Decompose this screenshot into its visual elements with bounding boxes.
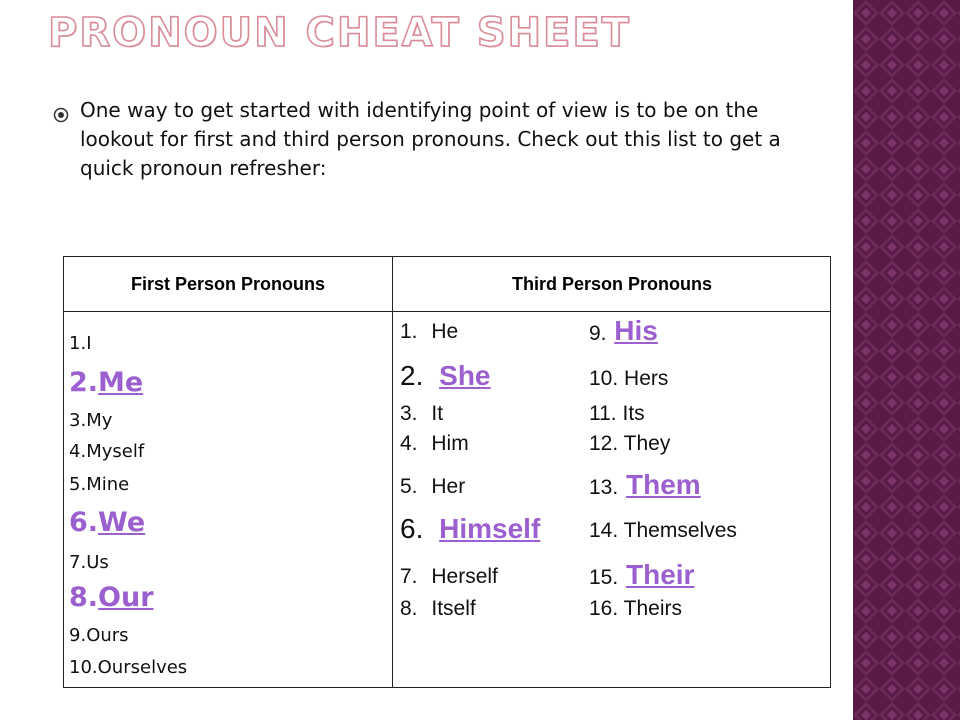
item-number: 3.: [400, 402, 418, 425]
pronoun-word: Him: [431, 432, 469, 455]
item-number: 13.: [589, 476, 619, 499]
pronoun-word: It: [431, 402, 444, 425]
item-number: 10.: [589, 367, 619, 390]
first-person-item: [69, 552, 109, 573]
item-number: 4.: [400, 432, 418, 455]
pronoun-word: Herself: [431, 565, 498, 588]
pronoun-word: Ours: [86, 625, 129, 646]
pronoun-word: I: [86, 333, 92, 354]
item-number: 3.: [69, 410, 87, 431]
diamond-pattern: [853, 0, 960, 720]
header-first-person: First Person Pronouns: [130, 274, 326, 294]
third-person-item: [589, 519, 737, 543]
pronoun-word: She: [439, 360, 491, 391]
pronoun-word: Themselves: [623, 519, 737, 542]
item-number: 14.: [589, 519, 619, 542]
pronoun-word: Its: [622, 402, 645, 425]
third-person-item: [589, 469, 701, 501]
pronoun-word: Ourselves: [97, 657, 188, 678]
item-number: 6.: [69, 507, 99, 538]
item-number: 12.: [589, 432, 619, 455]
item-number: 6.: [400, 513, 424, 544]
first-person-item: [69, 410, 112, 431]
circled-dot-bullet-icon: [53, 107, 69, 123]
pronoun-word: Our: [98, 582, 154, 613]
first-person-item: [69, 367, 143, 398]
item-number: 1.: [69, 333, 87, 354]
first-person-item: [69, 625, 129, 646]
item-number: 10.: [69, 657, 98, 678]
item-number: 11.: [589, 402, 617, 425]
pronoun-word: We: [98, 507, 146, 538]
third-person-item: [400, 402, 443, 426]
pronoun-word: Mine: [86, 474, 130, 495]
third-person-item: [400, 360, 491, 392]
pronoun-word: Itself: [431, 597, 476, 620]
first-person-item: [69, 507, 145, 538]
item-number: 16.: [589, 597, 619, 620]
item-number: 1.: [400, 320, 418, 343]
first-person-item: [69, 582, 154, 613]
pronoun-word: His: [614, 315, 658, 346]
first-person-item: [69, 441, 144, 462]
item-number: 15.: [589, 566, 619, 589]
item-number: 4.: [69, 441, 87, 462]
decorative-side-strip: [853, 0, 960, 720]
third-person-item: [400, 432, 469, 456]
third-person-item: [589, 597, 682, 621]
item-number: 2.: [400, 360, 424, 391]
third-person-item: [589, 559, 694, 591]
pronoun-word: Me: [98, 367, 144, 398]
item-number: 9.: [589, 322, 607, 345]
first-person-item: [69, 657, 187, 678]
pronoun-word: Their: [625, 559, 695, 590]
header-third-person: Third Person Pronouns: [511, 274, 712, 294]
first-person-item: [69, 333, 92, 354]
item-number: 8.: [400, 597, 418, 620]
pronoun-table: [63, 256, 831, 688]
pronoun-word: Myself: [86, 441, 145, 462]
pronoun-word: They: [623, 432, 671, 455]
slide-title: PRONOUN CHEAT SHEET: [48, 10, 631, 56]
pronoun-word: Us: [86, 552, 109, 573]
pronoun-word: Her: [431, 475, 466, 498]
third-person-item: [589, 432, 670, 456]
third-person-item: [400, 320, 458, 344]
item-number: 7.: [69, 552, 87, 573]
intro-paragraph: One way to get started with identifying point of view is to be on the lookout for first and third person pronouns. Check out this list to get a quick pronoun refresher:: [80, 98, 781, 180]
item-number: 8.: [69, 582, 99, 613]
pronoun-word: Them: [625, 469, 701, 500]
pronoun-word: Theirs: [623, 597, 683, 620]
pronoun-word: Himself: [439, 513, 541, 544]
first-person-item: [69, 474, 129, 495]
pronoun-word: He: [431, 320, 459, 343]
column-divider: [392, 257, 393, 687]
third-person-item: [400, 513, 540, 545]
pronoun-word: Hers: [624, 367, 669, 390]
item-number: 5.: [69, 474, 87, 495]
pronoun-word: My: [86, 410, 113, 431]
item-number: 2.: [69, 367, 99, 398]
third-person-item: [589, 402, 645, 426]
third-person-item: [400, 475, 465, 499]
item-number: 7.: [400, 565, 418, 588]
third-person-item: [589, 315, 658, 347]
third-person-item: [400, 597, 476, 621]
item-number: 5.: [400, 475, 418, 498]
item-number: 9.: [69, 625, 87, 646]
third-person-item: [589, 367, 668, 391]
third-person-item: [400, 565, 498, 589]
